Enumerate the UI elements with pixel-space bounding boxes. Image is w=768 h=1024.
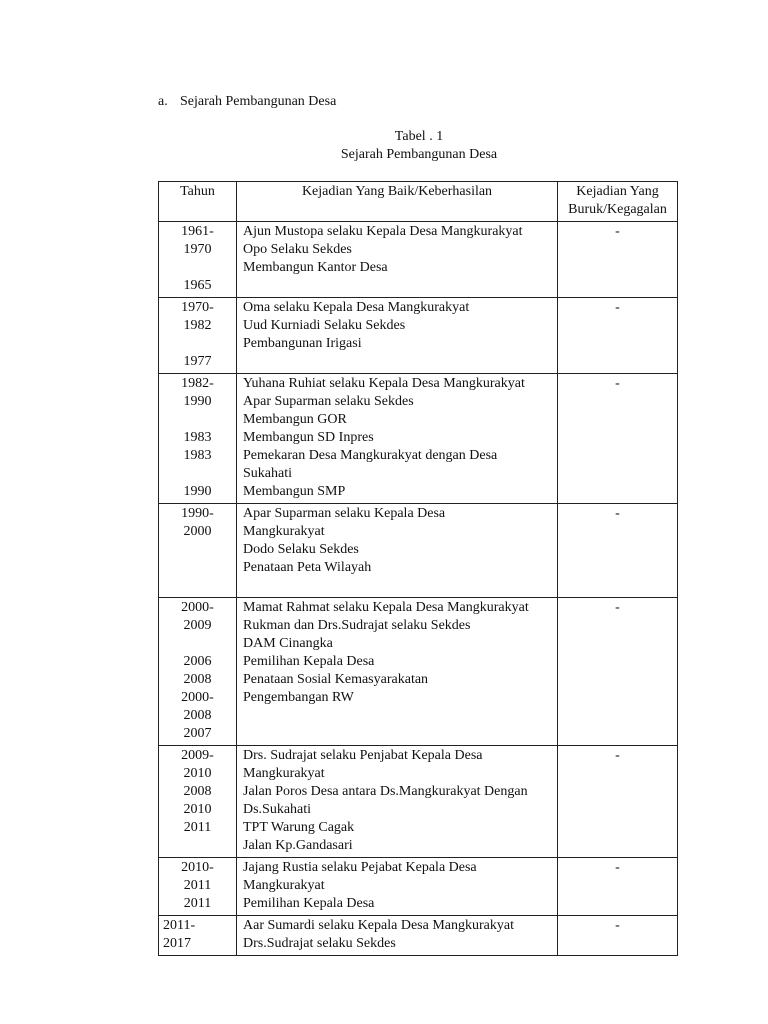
year-line	[161, 259, 234, 277]
event-line: Pemilihan Kepala Desa	[243, 896, 375, 911]
header-success: Kejadian Yang Baik/Keberhasilan	[237, 182, 558, 222]
failure-value: -	[615, 748, 620, 763]
year-cell	[159, 504, 237, 598]
event-line: Drs.Sudrajat selaku Sekdes	[243, 936, 396, 951]
year-cell	[159, 858, 237, 916]
failure-cell	[558, 298, 678, 374]
events-cell	[237, 504, 558, 598]
event-line: Apar Suparman selaku Sekdes	[243, 394, 414, 409]
failure-value: -	[615, 918, 620, 933]
event-line	[243, 577, 551, 595]
table-body	[159, 222, 678, 956]
section-letter: a.	[158, 94, 168, 109]
event-line: Membangun GOR	[243, 412, 347, 427]
event-line: Membangun Kantor Desa	[243, 260, 388, 275]
table-row	[159, 222, 678, 298]
events-cell	[237, 598, 558, 746]
event-line	[243, 277, 551, 295]
events-cell	[237, 858, 558, 916]
failure-value: -	[615, 376, 620, 391]
event-line: Mangkurakyat	[243, 766, 325, 781]
event-line: DAM Cinangka	[243, 636, 333, 651]
event-line: Mangkurakyat	[243, 524, 325, 539]
history-table	[158, 181, 678, 956]
year-cell	[159, 222, 237, 298]
event-line: Rukman dan Drs.Sudrajat selaku Sekdes	[243, 618, 471, 633]
events-cell	[237, 746, 558, 858]
year-line: 1990-	[181, 506, 214, 521]
year-line	[161, 577, 234, 595]
year-line: 2017	[163, 936, 191, 951]
year-line: 1977	[183, 354, 212, 369]
event-line: Penataan Peta Wilayah	[243, 560, 372, 575]
event-line: Opo Selaku Sekdes	[243, 242, 352, 257]
event-line: Uud Kurniadi Selaku Sekdes	[243, 318, 406, 333]
year-line: 2000	[183, 524, 212, 539]
failure-value: -	[615, 224, 620, 239]
event-line: Membangun SD Inpres	[243, 430, 374, 445]
event-line: Sukahati	[243, 466, 292, 481]
event-line: Aar Sumardi selaku Kepala Desa Mangkurakyat	[243, 918, 514, 933]
header-year: Tahun	[159, 182, 237, 222]
events-cell	[237, 222, 558, 298]
year-line: 2009	[183, 618, 212, 633]
failure-value: -	[615, 300, 620, 315]
year-line: 2008	[183, 708, 212, 723]
year-line	[161, 335, 234, 353]
failure-cell	[558, 374, 678, 504]
failure-cell	[558, 746, 678, 858]
event-line: Yuhana Ruhiat selaku Kepala Desa Mangkurakyat	[243, 376, 525, 391]
year-line: 1970-	[181, 300, 214, 315]
table-caption-title: Sejarah Pembangunan Desa	[340, 147, 498, 162]
year-line	[161, 541, 234, 559]
event-line: Jalan Kp.Gandasari	[243, 838, 353, 853]
failure-value: -	[615, 600, 620, 615]
year-line: 2011	[183, 896, 212, 911]
year-line: 2000-	[181, 690, 214, 705]
year-line: 1990	[183, 394, 212, 409]
section-title: Sejarah Pembangunan Desa	[180, 94, 337, 109]
year-line: 2000-	[181, 600, 214, 615]
year-line: 2008	[183, 672, 212, 687]
event-line: Drs. Sudrajat selaku Penjabat Kepala Desa	[243, 748, 483, 763]
year-line: 2006	[183, 654, 212, 669]
year-line: 2009-	[181, 748, 214, 763]
failure-cell	[558, 222, 678, 298]
event-line: Penataan Sosial Kemasyarakatan	[243, 672, 429, 687]
event-line	[243, 725, 551, 743]
event-line: Mamat Rahmat selaku Kepala Desa Mangkurakyat	[243, 600, 529, 615]
year-cell	[159, 298, 237, 374]
failure-value: -	[615, 506, 620, 521]
table-caption-number: Tabel . 1	[394, 129, 444, 144]
events-cell	[237, 374, 558, 504]
failure-cell	[558, 504, 678, 598]
failure-value: -	[615, 860, 620, 875]
header-failure: Kejadian Yang Buruk/Kegagalan	[558, 182, 678, 222]
section-heading	[158, 94, 336, 110]
year-cell	[159, 916, 237, 956]
table-row	[159, 598, 678, 746]
year-line: 1990	[183, 484, 212, 499]
event-line: Ajun Mustopa selaku Kepala Desa Mangkurakyat	[243, 224, 523, 239]
table-row	[159, 298, 678, 374]
year-line: 2011	[183, 820, 212, 835]
event-line: Apar Suparman selaku Kepala Desa	[243, 506, 446, 521]
table-row	[159, 916, 678, 956]
failure-cell	[558, 916, 678, 956]
event-line: Jajang Rustia selaku Pejabat Kepala Desa	[243, 860, 477, 875]
year-line: 1982	[183, 318, 212, 333]
table-row	[159, 858, 678, 916]
table-header-row	[159, 182, 678, 222]
year-cell	[159, 598, 237, 746]
year-line: 1970	[183, 242, 212, 257]
event-line	[243, 353, 551, 371]
event-line: Oma selaku Kepala Desa Mangkurakyat	[243, 300, 470, 315]
year-line: 2008	[183, 784, 212, 799]
event-line: Jalan Poros Desa antara Ds.Mangkurakyat Dengan	[243, 784, 528, 799]
year-line	[161, 465, 234, 483]
event-line: Pembangunan Irigasi	[243, 336, 362, 351]
year-line	[161, 411, 234, 429]
events-cell	[237, 916, 558, 956]
year-line	[161, 635, 234, 653]
year-line	[161, 559, 234, 577]
year-line: 2010-	[181, 860, 214, 875]
event-line: Pemilihan Kepala Desa	[243, 654, 375, 669]
event-line: Dodo Selaku Sekdes	[243, 542, 359, 557]
table-row	[159, 374, 678, 504]
table-row	[159, 504, 678, 598]
event-line: Pengembangan RW	[243, 690, 354, 705]
event-line: Mangkurakyat	[243, 878, 325, 893]
year-line: 2011	[183, 878, 212, 893]
event-line: Pemekaran Desa Mangkurakyat dengan Desa	[243, 448, 498, 463]
year-line: 1965	[183, 278, 212, 293]
year-line: 2010	[183, 766, 212, 781]
failure-cell	[558, 598, 678, 746]
year-cell	[159, 746, 237, 858]
year-line: 1983	[183, 430, 212, 445]
year-line: 1961-	[181, 224, 214, 239]
year-cell	[159, 374, 237, 504]
event-line: Ds.Sukahati	[243, 802, 312, 817]
year-line: 1982-	[181, 376, 214, 391]
events-cell	[237, 298, 558, 374]
year-line: 2011-	[163, 918, 196, 933]
event-line: Membangun SMP	[243, 484, 346, 499]
year-line: 2010	[183, 802, 212, 817]
event-line	[243, 707, 551, 725]
year-line: 1983	[183, 448, 212, 463]
failure-cell	[558, 858, 678, 916]
table-row	[159, 746, 678, 858]
year-line: 2007	[183, 726, 212, 741]
event-line: TPT Warung Cagak	[243, 820, 355, 835]
